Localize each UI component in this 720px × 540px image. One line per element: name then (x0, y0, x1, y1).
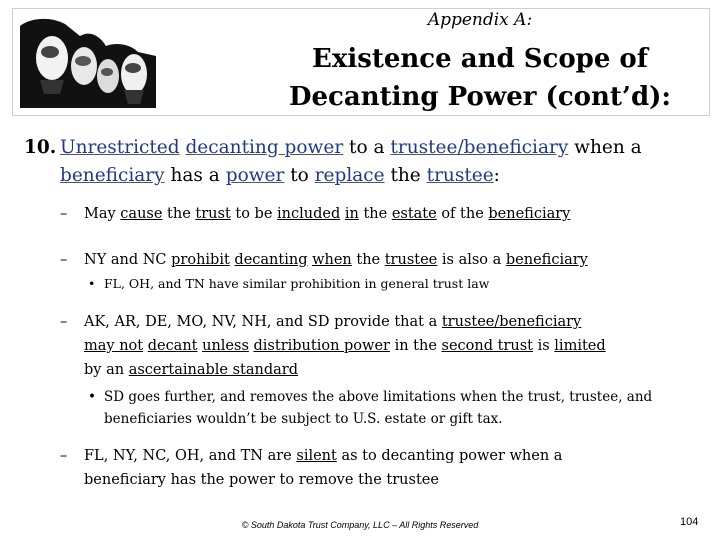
sub-bullet-fl-oh-tn: • FL, OH, and TN have similar prohibition in general trust law (24, 274, 700, 294)
term: when (312, 252, 352, 268)
text: as to decanting power when a (336, 448, 563, 464)
text: is (533, 338, 555, 354)
title-line-2: Decanting Power (cont’d): (288, 82, 672, 112)
bullet-estate-inclusion (24, 202, 700, 226)
text: of the (436, 206, 489, 222)
term: trust (195, 206, 231, 222)
slide-subtitle: Appendix A: (427, 10, 533, 30)
bullet-ak-ar-de (24, 310, 700, 382)
term: decant (147, 338, 198, 354)
mount-rushmore-icon (20, 16, 156, 108)
term: cause (120, 206, 163, 222)
text: beneficiary has the power to remove the trustee (84, 472, 439, 488)
term-replace: replace (314, 165, 385, 186)
term-silent: silent (296, 448, 337, 464)
term: in (344, 206, 359, 222)
text: has a (164, 165, 226, 186)
term: estate (391, 206, 437, 222)
text: to a (343, 137, 391, 158)
term-trustee: trustee (426, 165, 494, 186)
text: the (384, 165, 427, 186)
term-decanting-power: decanting power (185, 137, 344, 158)
bullet-ny-nc (24, 248, 700, 272)
page-number: 104 (680, 516, 699, 528)
footer-copyright: © South Dakota Trust Company, LLC – All Rights Reserved (241, 520, 479, 530)
text: the (162, 206, 196, 222)
text: is also a (437, 252, 506, 268)
term: distribution power (253, 338, 390, 354)
text: AK, AR, DE, MO, NV, NH, and SD provide that a (84, 314, 442, 330)
term: unless (202, 338, 249, 354)
slide-content (24, 134, 700, 492)
text: in the (389, 338, 442, 354)
text: FL, NY, NC, OH, and TN are (84, 448, 297, 464)
text: SD goes further, and removes the above limitations when the trust, trustee, and (104, 389, 653, 405)
term: ascertainable standard (128, 362, 299, 378)
text: beneficiaries wouldn’t be subject to U.S. estate or gift tax. (104, 411, 503, 427)
term: included (277, 206, 341, 222)
term: may not (84, 338, 144, 354)
text: May (84, 206, 121, 222)
term-beneficiary: beneficiary (60, 165, 165, 186)
text: to be (230, 206, 278, 222)
term-trustee-beneficiary: trustee/beneficiary (390, 137, 569, 158)
item-10 (24, 134, 700, 190)
text: the (351, 252, 385, 268)
term-unrestricted: Unrestricted (60, 137, 180, 158)
term: decanting (234, 252, 308, 268)
slide-title (250, 40, 710, 116)
text: the (358, 206, 392, 222)
term: prohibit (171, 252, 230, 268)
term: limited (554, 338, 606, 354)
text: to (284, 165, 315, 186)
bullet-silent-states (24, 444, 700, 492)
term: beneficiary (488, 206, 571, 222)
term-power: power (225, 165, 285, 186)
text: NY and NC (84, 252, 172, 268)
term: second trust (441, 338, 533, 354)
text: when a (568, 137, 642, 158)
sub-bullet-sd (24, 386, 700, 430)
title-line-1: Existence and Scope of (312, 44, 648, 74)
item-text (60, 134, 642, 190)
text: by an (84, 362, 129, 378)
term: beneficiary (505, 252, 588, 268)
term: trustee (384, 252, 438, 268)
text: : (493, 165, 500, 186)
item-number: 10. (24, 137, 57, 158)
term: trustee/beneficiary (441, 314, 582, 330)
